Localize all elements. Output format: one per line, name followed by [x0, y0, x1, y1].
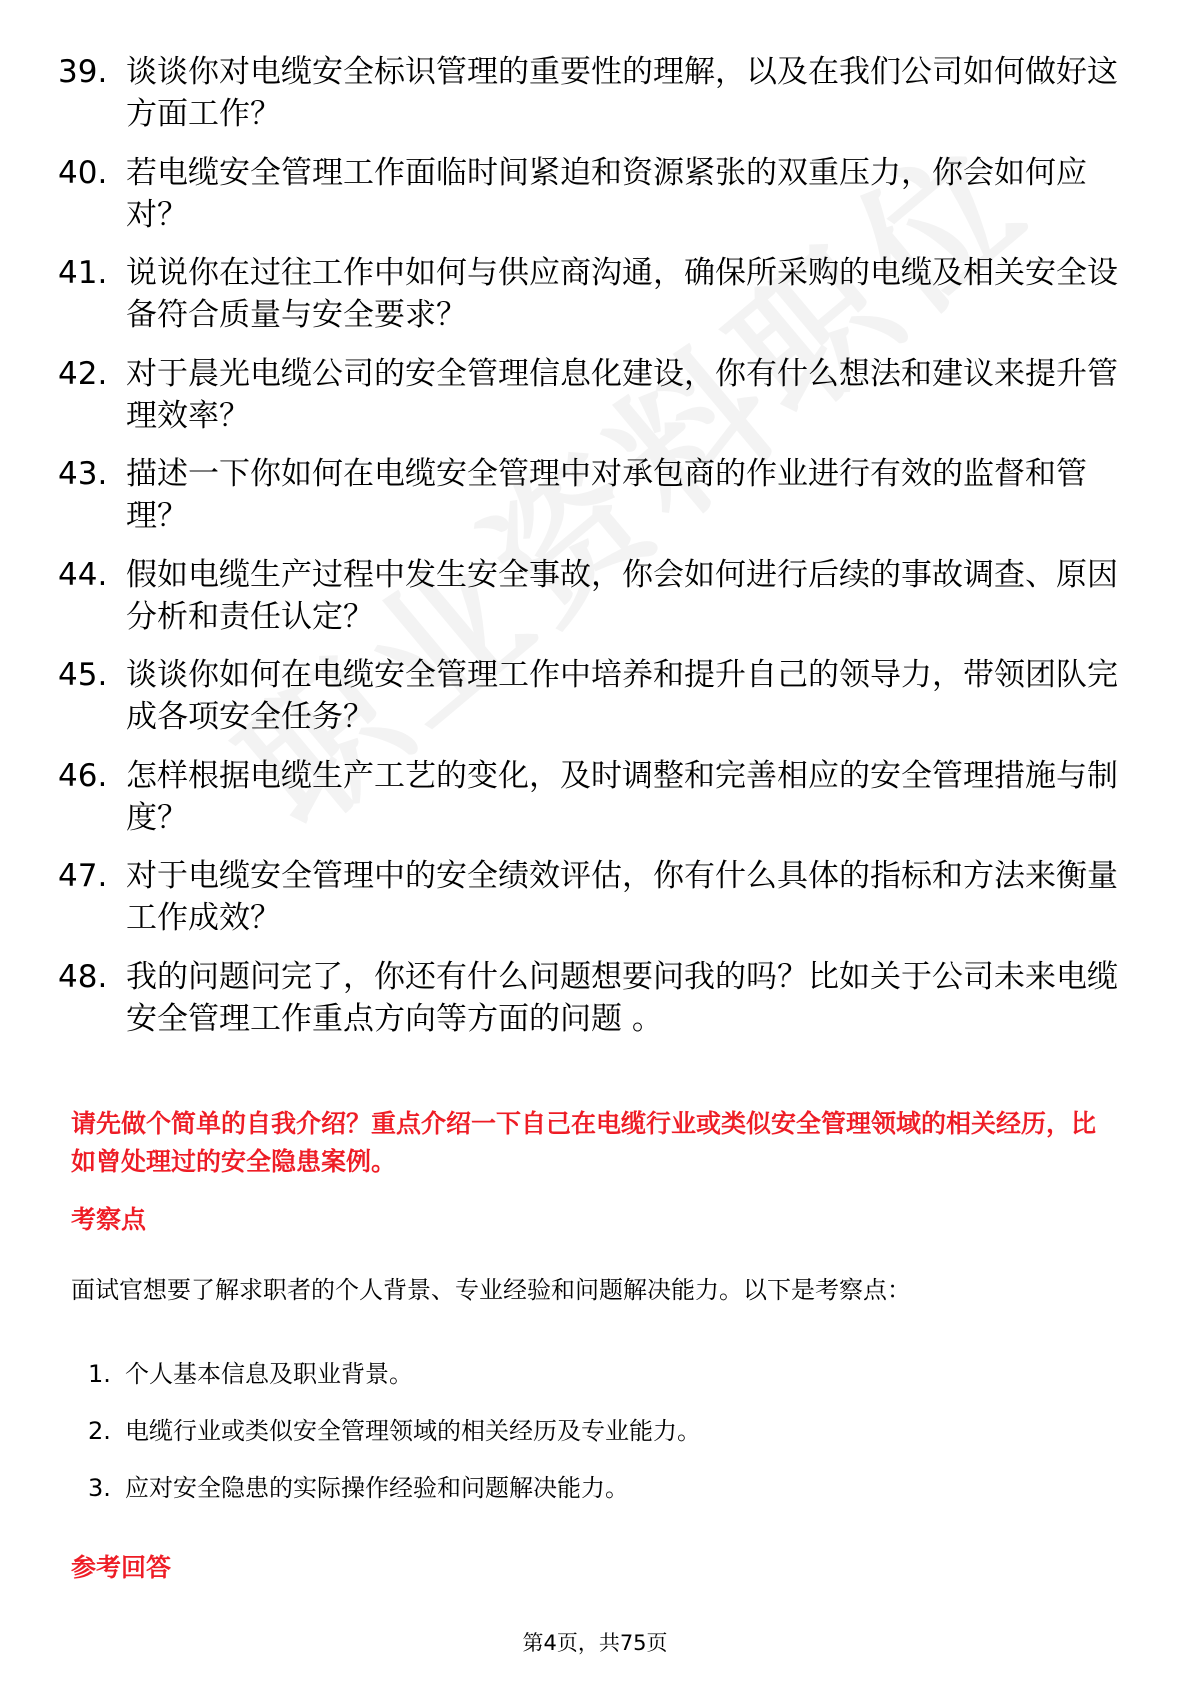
- kaocha-point: [88, 1473, 701, 1530]
- kaocha-point-number: 2.: [88, 1417, 111, 1445]
- question-item: [58, 453, 1118, 537]
- question-text: 对于晨光电缆公司的安全管理信息化建设，你有什么想法和建议来提升管理效率？: [126, 355, 1118, 434]
- section-title-kaocha: 考察点: [71, 1205, 147, 1234]
- question-number: 46.: [58, 757, 108, 794]
- question-text: 我的问题问完了，你还有什么问题想要问我的吗？比如关于公司未来电缆安全管理工作重点方向等方面的问题 。: [126, 958, 1118, 1037]
- highlighted-question: 请先做个简单的自我介绍？重点介绍一下自己在电缆行业或类似安全管理领域的相关经历，比如曾处理过的安全隐患案例。: [71, 1109, 1097, 1176]
- kaocha-point-number: 1.: [88, 1360, 111, 1388]
- question-item: [58, 654, 1118, 738]
- question-number: 40.: [58, 154, 108, 191]
- kaocha-intro-paragraph: 面试官想要了解求职者的个人背景、专业经验和问题解决能力。以下是考察点：: [71, 1276, 911, 1304]
- question-number: 43.: [58, 456, 108, 492]
- kaocha-point-text: 个人基本信息及职业背景。: [125, 1360, 413, 1388]
- question-number: 39.: [58, 54, 108, 90]
- kaocha-point: [88, 1416, 701, 1473]
- question-text: 说说你在过往工作中如何与供应商沟通，确保所采购的电缆及相关安全设备符合质量与安全要求？: [126, 255, 1118, 333]
- question-text: 描述一下你如何在电缆安全管理中对承包商的作业进行有效的监督和管理？: [126, 456, 1087, 534]
- question-number: 48.: [58, 958, 108, 995]
- question-item: [58, 51, 1118, 135]
- kaocha-point-text: 应对安全隐患的实际操作经验和问题解决能力。: [125, 1474, 629, 1502]
- kaocha-point-text: 电缆行业或类似安全管理领域的相关经历及专业能力。: [125, 1417, 701, 1445]
- question-number: 47.: [58, 858, 108, 894]
- kaocha-point-number: 3.: [88, 1474, 111, 1502]
- question-text: 怎样根据电缆生产工艺的变化，及时调整和完善相应的安全管理措施与制度？: [126, 757, 1118, 836]
- question-number: 41.: [58, 255, 108, 291]
- question-item: [58, 152, 1118, 236]
- question-number: 44.: [58, 556, 108, 593]
- question-text: 谈谈你如何在电缆安全管理工作中培养和提升自己的领导力，带领团队完成各项安全任务？: [126, 657, 1118, 735]
- question-text: 谈谈你对电缆安全标识管理的重要性的理解，以及在我们公司如何做好这方面工作？: [126, 54, 1118, 132]
- question-item: [58, 353, 1118, 437]
- question-number: 42.: [58, 355, 108, 392]
- question-item: [58, 554, 1118, 638]
- question-list: [58, 51, 1118, 1056]
- question-item: [58, 755, 1118, 839]
- question-text: 假如电缆生产过程中发生安全事故，你会如何进行后续的事故调查、原因分析和责任认定？: [126, 556, 1118, 635]
- page-footer: 第4页，共75页: [522, 1631, 668, 1655]
- kaocha-point: [88, 1359, 701, 1416]
- question-number: 45.: [58, 657, 108, 693]
- question-text: 对于电缆安全管理中的安全绩效评估，你有什么具体的指标和方法来衡量工作成效？: [126, 858, 1118, 936]
- section-title-cankao: 参考回答: [71, 1553, 172, 1582]
- question-text: 若电缆安全管理工作面临时间紧迫和资源紧张的双重压力，你会如何应对？: [126, 154, 1087, 233]
- question-item: [58, 956, 1118, 1040]
- question-item: [58, 252, 1118, 336]
- kaocha-point-list: [88, 1359, 701, 1530]
- question-item: [58, 855, 1118, 939]
